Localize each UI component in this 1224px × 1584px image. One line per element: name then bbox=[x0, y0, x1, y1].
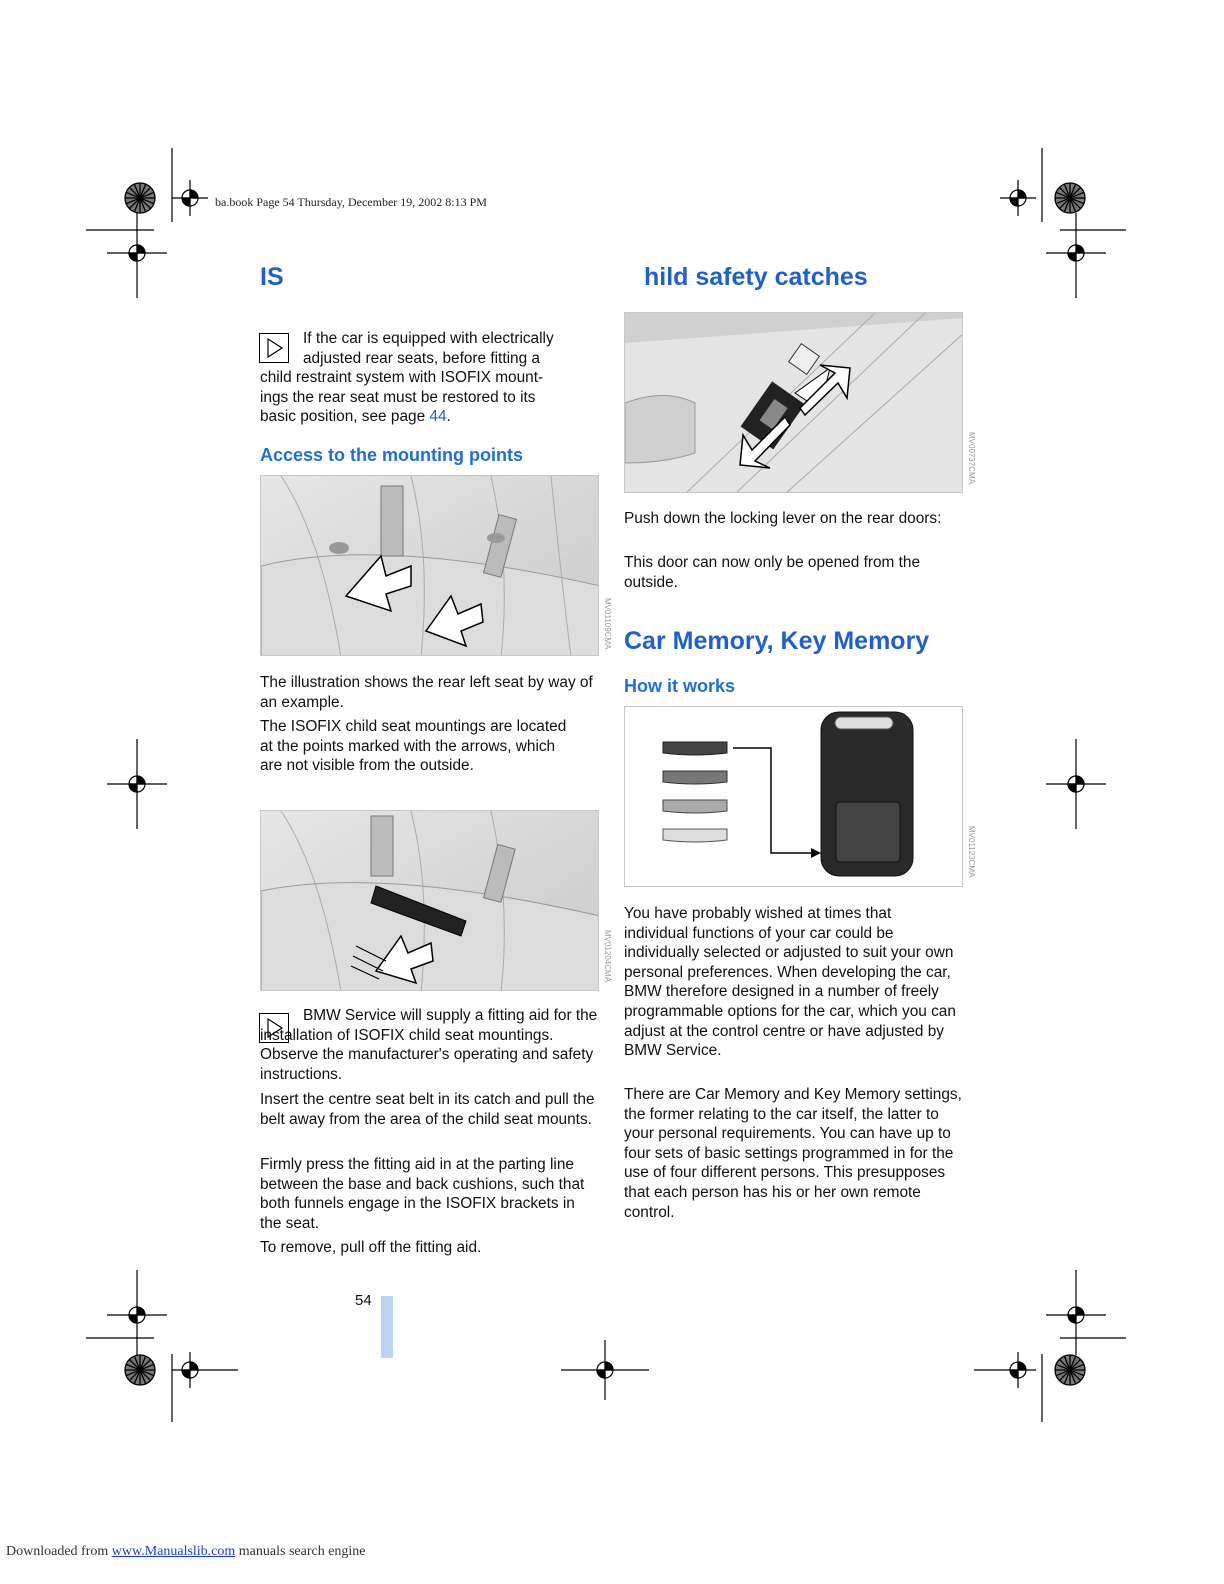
figure-rear-seat-arrows bbox=[260, 475, 599, 656]
subheading-how-it-works: How it works bbox=[624, 676, 736, 696]
section-title-isofix: IS bbox=[260, 263, 284, 291]
download-footer: Downloaded from www.Manualslib.com manuals search engine bbox=[6, 1544, 366, 1559]
note-fitting-aid: BMW Service will supply a fitting aid for the installation of ISOFIX child seat mountings. Observe the manufacturer's operating and safety instructions. bbox=[260, 1007, 598, 1083]
note-electric-seats: If the car is equipped with electrically adjusted rear seats, before fitting a child restraint system with ISOFIX mount- ings the rear seat must be restored to its basic position, see page 44. bbox=[260, 330, 554, 426]
paragraph-rear-left-seat: The illustration shows the rear left seat by way of an example. bbox=[260, 674, 593, 711]
manualslib-link[interactable]: www.Manualslib.com bbox=[111, 1544, 236, 1559]
paragraph-isofix-location: The ISOFIX child seat mountings are located at the points marked with the arrows, which are not visible from the outside. bbox=[260, 718, 567, 775]
page-link-44[interactable]: 44 bbox=[429, 408, 447, 426]
book-info-header: ba.book Page 54 Thursday, December 19, 2002 8:13 PM bbox=[215, 195, 487, 209]
figure-remote-keys bbox=[624, 706, 963, 887]
figure-code: MV01123CMA bbox=[967, 826, 976, 878]
figure-code: MV00737CMA bbox=[967, 432, 976, 485]
figure-fitting-aid bbox=[260, 810, 599, 991]
figure-code: MV01204CMA bbox=[603, 930, 612, 983]
paragraph-remove: To remove, pull off the fitting aid. bbox=[260, 1239, 482, 1256]
paragraph-centre-belt: Insert the centre seat belt in its catch and pull the belt away from the area of the child seat mounts. bbox=[260, 1091, 595, 1128]
paragraph-personal-preferences: You have probably wished at times that individual functions of your car could be individually selected or adjusted to suit your own personal preferences. When developing the car, BMW therefore designed in a number of freely programmable options for the car, which you can adjust at the control centre or have adjusted by BMW Service. bbox=[624, 905, 956, 1060]
subheading-access-mounting: Access to the mounting points bbox=[260, 445, 524, 465]
figure-door-lock-lever bbox=[624, 312, 963, 493]
thumb-index-tab bbox=[381, 1296, 393, 1358]
paragraph-door-outside: This door can now only be opened from the outside. bbox=[624, 554, 921, 591]
paragraph-memory-settings: There are Car Memory and Key Memory settings, the former relating to the car itself, the latter to your personal requirements. You can have up to four sets of basic settings programmed in for the use of four different persons. This presupposes that each person has his or her own remote control. bbox=[624, 1086, 962, 1221]
paragraph-push-lever: Push down the locking lever on the rear doors: bbox=[624, 510, 942, 527]
section-title-car-memory: Car Memory, Key Memory bbox=[624, 627, 930, 655]
section-title-child-safety: hild safety catches bbox=[644, 263, 868, 291]
figure-code: MV01109CMA bbox=[603, 598, 612, 650]
page-number: 54 bbox=[355, 1292, 372, 1309]
paragraph-press-fitting-aid: Firmly press the fitting aid in at the parting line between the base and back cushions, such that both funnels engage in the ISOFIX brackets in the seat. bbox=[260, 1156, 585, 1232]
